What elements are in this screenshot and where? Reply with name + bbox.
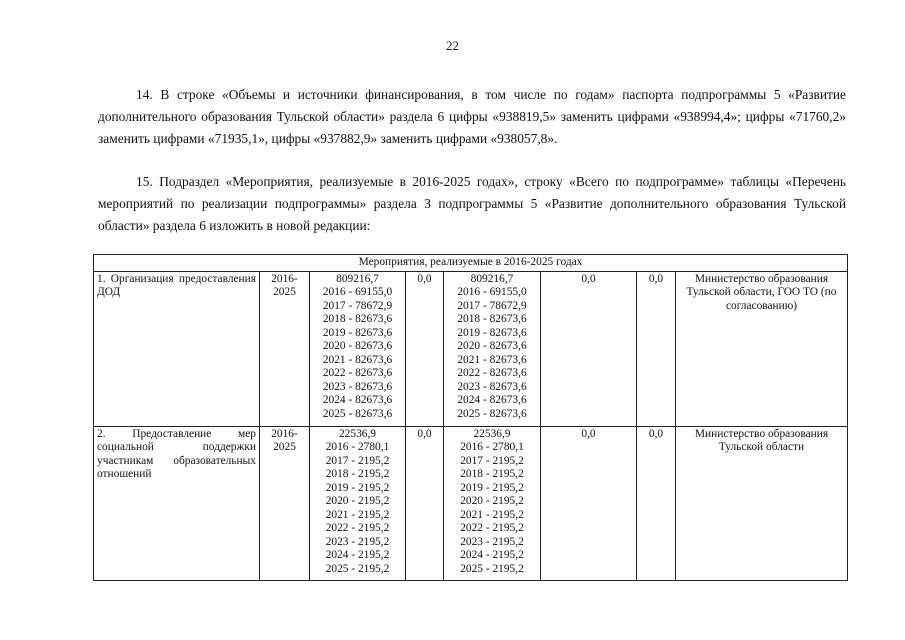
year-value: 2022 - 2195,2 bbox=[460, 522, 524, 534]
year-value: 2016 - 69155,0 bbox=[322, 286, 393, 298]
year-value: 2020 - 82673,6 bbox=[457, 340, 527, 352]
year-value: 2025 - 2195,2 bbox=[325, 562, 390, 575]
measure-period: 2016-2025 bbox=[260, 426, 310, 580]
table-row bbox=[94, 426, 848, 580]
funding-cell-a: 0,0 bbox=[406, 426, 444, 580]
regional-funding-cell bbox=[444, 426, 541, 580]
table-header-row bbox=[94, 255, 848, 272]
year-value: 2023 - 82673,6 bbox=[457, 380, 527, 393]
year-value: 2018 - 82673,6 bbox=[322, 313, 393, 325]
year-value: 2017 - 78672,9 bbox=[322, 299, 393, 312]
funding-cell-a: 0,0 bbox=[406, 271, 444, 426]
measure-name: 2. Предоставление мер социальной поддержки участникам образовательных отношений bbox=[94, 426, 260, 580]
funding-cell-c: 0,0 bbox=[541, 426, 637, 580]
year-value: 2018 - 2195,2 bbox=[460, 468, 524, 480]
year-value: 2019 - 2195,2 bbox=[325, 481, 390, 494]
year-value: 2025 - 82673,6 bbox=[457, 407, 527, 420]
executor: Министерство образования Тульской области, ГОО ТО (по согласованию) bbox=[676, 271, 848, 426]
year-value: 2016 - 2780,1 bbox=[460, 441, 524, 453]
paragraph-14: 14. В строке «Объемы и источники финансирования, в том числе по годам» паспорта подпрограммы 5 «Развитие дополнительного образования Тульской области» раздела 6 цифры «938819,5» заменить цифрами «938994,4»; цифры «71760,2» заменить цифрами «71935,1», цифры «937882,9» заменить цифрами «938057,8». bbox=[98, 87, 846, 146]
year-value: 2022 - 82673,6 bbox=[322, 367, 393, 379]
year-value: 2025 - 82673,6 bbox=[322, 407, 393, 420]
table-header: Мероприятия, реализуемые в 2016-2025 годах bbox=[94, 255, 848, 272]
year-value: 2016 - 69155,0 bbox=[457, 286, 527, 298]
year-value: 2017 - 2195,2 bbox=[325, 454, 390, 467]
year-value: 2021 - 82673,6 bbox=[457, 353, 527, 366]
year-value: 2016 - 2780,1 bbox=[325, 441, 390, 453]
year-value: 2022 - 2195,2 bbox=[325, 522, 390, 534]
year-value: 2025 - 2195,2 bbox=[460, 562, 524, 575]
executor: Министерство образования Тульской области bbox=[676, 426, 848, 580]
measures-table bbox=[93, 254, 848, 581]
year-value: 2020 - 2195,2 bbox=[325, 495, 390, 507]
year-value: 2021 - 2195,2 bbox=[460, 508, 524, 521]
total-funding: 22536,9 bbox=[338, 427, 377, 440]
year-value: 2024 - 2195,2 bbox=[325, 549, 390, 561]
regional-total: 22536,9 bbox=[473, 427, 511, 440]
funding-cell-d: 0,0 bbox=[637, 426, 676, 580]
page-number: 22 bbox=[446, 38, 459, 53]
year-value: 2017 - 2195,2 bbox=[460, 454, 524, 467]
measure-name: 1. Организация предоставления ДОД bbox=[94, 271, 260, 426]
measure-period: 2016-2025 bbox=[260, 271, 310, 426]
year-value: 2018 - 82673,6 bbox=[457, 313, 527, 325]
year-value: 2021 - 82673,6 bbox=[322, 353, 393, 366]
year-value: 2017 - 78672,9 bbox=[457, 299, 527, 312]
year-value: 2023 - 2195,2 bbox=[460, 535, 524, 548]
paragraph-15: 15. Подраздел «Мероприятия, реализуемые в 2016-2025 годах», строку «Всего по подпрограмме» таблицы «Перечень мероприятий по реализации подпрограммы» раздела 3 подпрограммы 5 «Развитие дополнительного образования Тульской области» раздела 6 изложить в новой редакции: bbox=[98, 174, 846, 233]
year-value: 2024 - 82673,6 bbox=[322, 394, 393, 406]
year-value: 2023 - 2195,2 bbox=[325, 535, 390, 548]
year-value: 2019 - 2195,2 bbox=[460, 481, 524, 494]
regional-total: 809216,7 bbox=[470, 272, 514, 285]
table-row bbox=[94, 271, 848, 426]
funding-cell-d: 0,0 bbox=[637, 271, 676, 426]
year-value: 2018 - 2195,2 bbox=[325, 468, 390, 480]
total-funding-cell bbox=[310, 426, 406, 580]
year-value: 2023 - 82673,6 bbox=[322, 380, 393, 393]
funding-cell-c: 0,0 bbox=[541, 271, 637, 426]
regional-funding-cell bbox=[444, 271, 541, 426]
year-value: 2020 - 2195,2 bbox=[460, 495, 524, 507]
year-value: 2022 - 82673,6 bbox=[457, 367, 527, 379]
total-funding-cell bbox=[310, 271, 406, 426]
year-value: 2019 - 82673,6 bbox=[457, 326, 527, 339]
year-value: 2021 - 2195,2 bbox=[325, 508, 390, 521]
year-value: 2019 - 82673,6 bbox=[322, 326, 393, 339]
year-value: 2024 - 2195,2 bbox=[460, 549, 524, 561]
year-value: 2024 - 82673,6 bbox=[457, 394, 527, 406]
total-funding: 809216,7 bbox=[336, 272, 379, 285]
year-value: 2020 - 82673,6 bbox=[322, 340, 393, 352]
